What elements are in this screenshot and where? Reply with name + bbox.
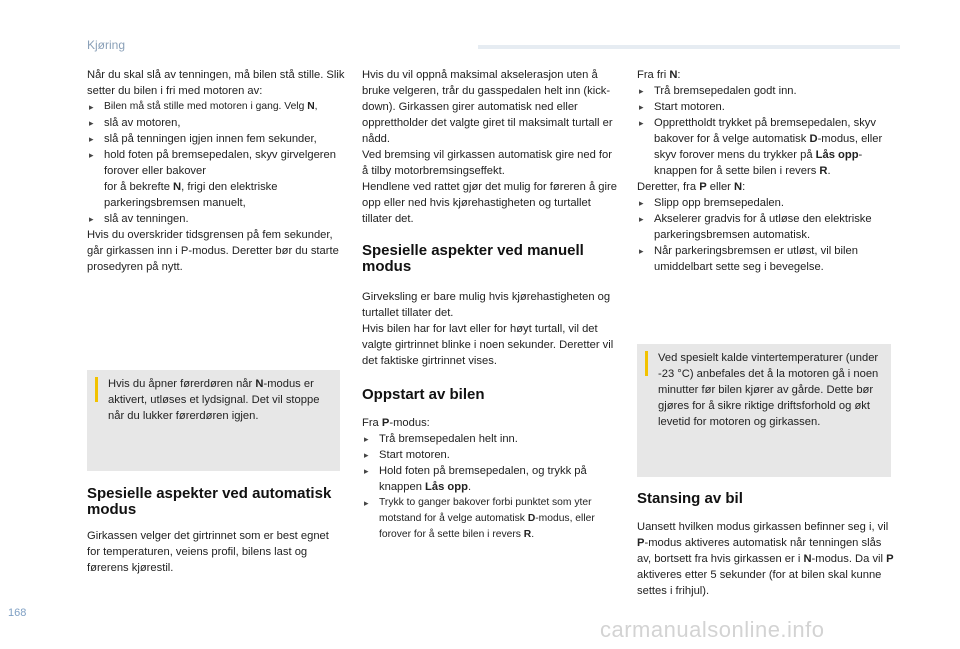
col2-p3: Hendlene ved rattet gjør det mulig for føreren å gire opp eller ned hvis kjørehastigheten og turtallet tillater det.	[362, 181, 617, 225]
note-marker	[645, 351, 648, 376]
heading-automatic-mode: Spesielle aspekter ved automatisk modus	[87, 485, 332, 518]
col1-bullet-4: ▸ hold foten på bremsepedalen, skyv girvelgeren forover eller bakover for å bekrefte N, frigi den elektriske parkeringsbremsen manuelt,	[87, 147, 345, 211]
col1-intro: Når du skal slå av tenningen, må bilen stå stille. Slik setter du bilen i fri med motoren av:	[87, 69, 345, 97]
col2-fra: Fra P-modus:	[362, 417, 430, 429]
col2-p5: Hvis bilen har for lavt eller for høyt turtall, vil det valgte girtrinnet blinke i noen sekunder. Deretter vil det faktiske girtrinnet vises.	[362, 323, 614, 367]
col3-bullet-4: ▸ Slipp opp bremsepedalen.	[637, 195, 895, 211]
note-marker	[95, 377, 98, 402]
col1-outro: Hvis du overskrider tidsgrensen på fem sekunder, går girkassen inn i P-modus. Deretter bør du starte prosedyren på nytt.	[87, 229, 339, 273]
col2-p4: Girveksling er bare mulig hvis kjørehastigheten og turtallet tillater det.	[362, 291, 611, 319]
note-text: Hvis du åpner førerdøren når N-modus er aktivert, utløses et lydsignal. Det vil stoppe når du lukker førerdøren igjen.	[108, 378, 320, 422]
col1-bullet-1: ▸ Bilen må stå stille med motoren i gang. Velg N,	[87, 99, 345, 115]
col2-bullet-2: ▸ Start motoren.	[362, 447, 620, 463]
column-3-lower	[637, 491, 895, 599]
col3-bullet-2: ▸ Start motoren.	[637, 99, 895, 115]
heading-manual-mode: Spesielle aspekter ved manuell modus	[362, 242, 584, 275]
col3-bullet-1: ▸ Trå bremsepedalen godt inn.	[637, 83, 895, 99]
watermark: carmanualsonline.info	[600, 617, 825, 642]
section-title: Kjøring	[87, 38, 126, 52]
stopping-text: Uansett hvilken modus girkassen befinner seg i, vil P-modus aktiveres automatisk når tenningen slås av, bortsett fra hvis girkassen er i N-modus. Da vil P aktiveres etter 5 sekunder (for at bilen skal kunne settes i frihjul).	[637, 521, 894, 597]
automatic-mode-text: Girkassen velger det girtrinnet som er best egnet for temperaturen, veiens profil, bilens last og førerens kjørestil.	[87, 530, 329, 574]
col3-bullet-5: ▸ Akselerer gradvis for å utløse den elektriske parkeringsbremsen automatisk.	[637, 211, 895, 243]
col2-bullet-4: ▸ Trykk to ganger bakover forbi punktet som yter motstand for å velge automatisk D-modus, eller forover for å sette bilen i revers R.	[362, 495, 620, 543]
col2-bullet-3: ▸ Hold foten på bremsepedalen, og trykk på knappen Lås opp.	[362, 463, 620, 495]
col2-bullet-1: ▸ Trå bremsepedalen helt inn.	[362, 431, 620, 447]
col2-p2: Ved bremsing vil girkassen automatisk gire ned for å tilby motorbremsingseffekt.	[362, 149, 612, 177]
heading-start: Oppstart av bilen	[362, 386, 485, 403]
column-3	[637, 67, 895, 275]
col3-bullet-3: ▸ Opprettholdt trykket på bremsepedalen, skyv bakover for å velge automatisk D-modus, eller skyv forover mens du trykker på Lås opp-knappen for å sette bilen i revers R.	[637, 115, 895, 179]
note-text: Ved spesielt kalde vintertemperaturer (under -23 °C) anbefales det å la motoren gå i noen minutter før bilen kjører av gårde. Dette bør gjøres for å sikre riktige driftsforhold og økt levetid for motoren og girkassen.	[658, 352, 879, 428]
column-2	[362, 67, 620, 543]
page-number: 168	[8, 607, 27, 619]
col3-fra: Fra fri N:	[637, 69, 681, 81]
col1-bullet-2: ▸ slå av motoren,	[87, 115, 345, 131]
heading-stopping: Stansing av bil	[637, 490, 743, 507]
col1-bullet-5: ▸ slå av tenningen.	[87, 211, 345, 227]
header-bar	[478, 45, 900, 49]
info-note-winter	[637, 344, 891, 477]
col1-bullet-3: ▸ slå på tenningen igjen innen fem sekunder,	[87, 131, 345, 147]
col3-bullet-6: ▸ Når parkeringsbremsen er utløst, vil bilen umiddelbart sette seg i bevegelse.	[637, 243, 895, 275]
info-note-door	[87, 370, 340, 471]
col2-p1: Hvis du vil oppnå maksimal akselerasjon uten å bruke velgeren, trår du gasspedalen helt inn (kick-down). Girkassen girer automatisk ned eller opprettholder det valgte giret til maksimalt turtall er nådd.	[362, 69, 613, 145]
column-1	[87, 67, 345, 275]
col3-deretter: Deretter, fra P eller N:	[637, 181, 746, 193]
column-1-lower	[87, 486, 345, 576]
